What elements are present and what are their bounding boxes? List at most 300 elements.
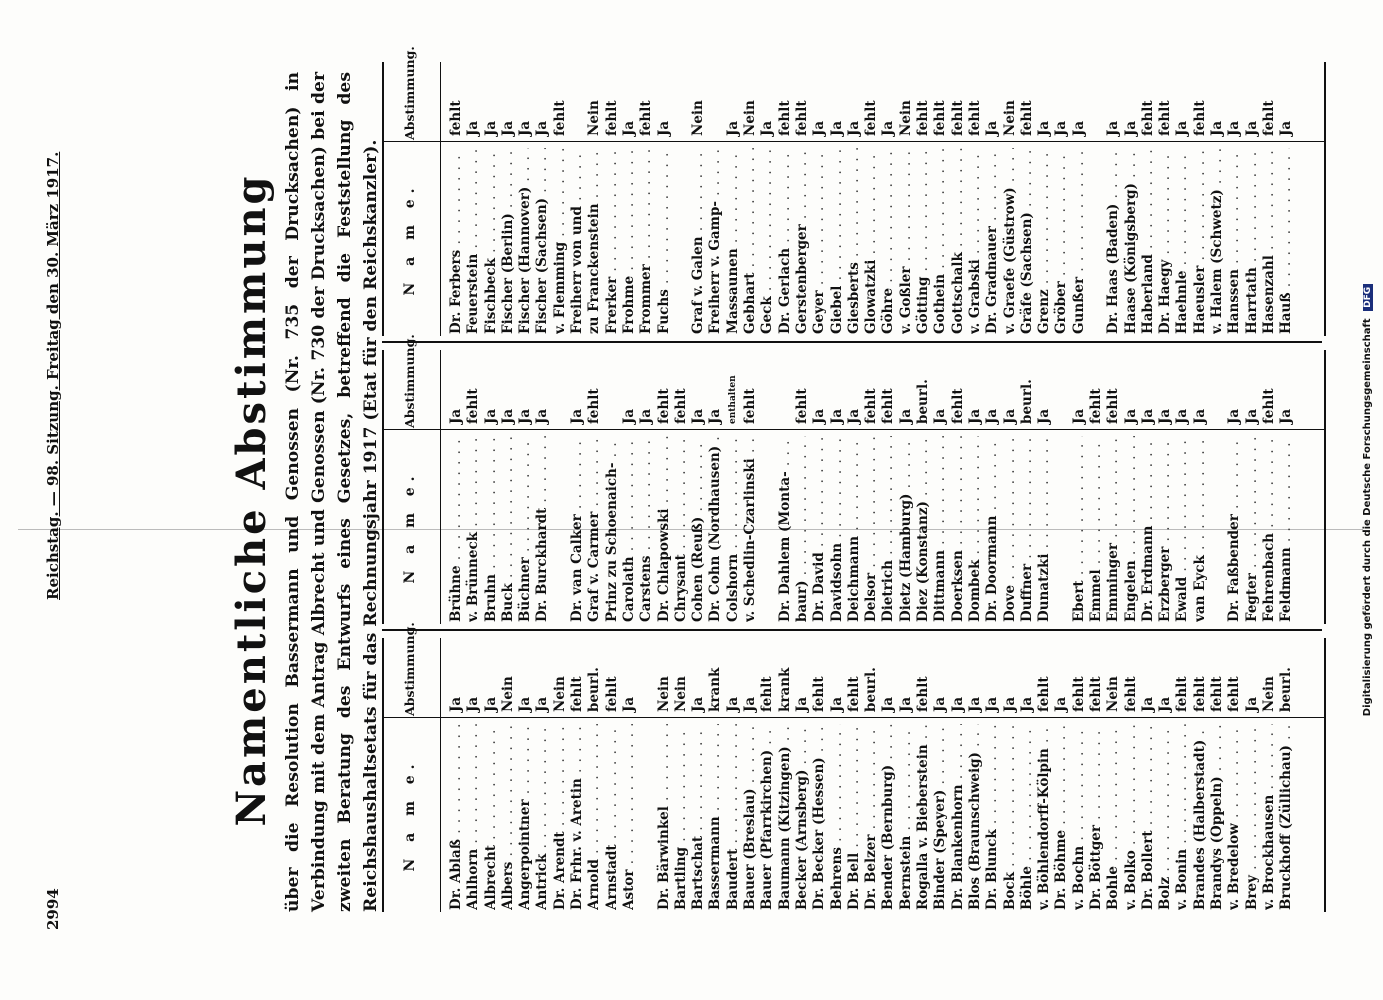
table-row: [950, 638, 967, 912]
vote-value: beurl.: [915, 379, 932, 424]
member-name: Dr. Bärwinkel . . .: [656, 724, 673, 910]
member-name: Brandes (Halberstadt) . . .: [1192, 724, 1209, 910]
member-name: Baumann (Kitzingen) . . .: [777, 724, 794, 910]
table-row: [1036, 638, 1053, 912]
table-row: [1261, 350, 1278, 624]
vote-value: Ja: [949, 696, 966, 712]
vote-value: fehlt: [1226, 676, 1243, 712]
vote-value: fehlt: [1260, 100, 1277, 136]
vote-value: krank: [707, 667, 724, 712]
vote-value: beurl.: [863, 667, 880, 712]
member-name: Antrick . . .: [534, 724, 551, 910]
table-row: [880, 62, 897, 336]
table-row: [829, 638, 846, 912]
table-row: [1036, 62, 1053, 336]
vote-value: fehlt: [793, 388, 810, 424]
table-row: [1123, 638, 1140, 912]
member-name: Albers . . .: [500, 724, 517, 910]
table-row: [915, 350, 932, 624]
table-row: [794, 350, 811, 624]
vote-value: fehlt: [1191, 676, 1208, 712]
vote-value: Ja: [1122, 120, 1139, 136]
page-title: Namentliche Abstimmung: [228, 173, 275, 827]
vote-value: Ja: [1226, 408, 1243, 424]
vote-header: Abstimmung.: [402, 334, 417, 428]
table-row: [465, 638, 482, 912]
vote-value: Ja: [690, 696, 707, 712]
table-row: [1053, 62, 1070, 336]
member-name: Dr. Doormann . . .: [984, 436, 1001, 622]
table-row: [483, 62, 500, 336]
vote-value: Ja: [724, 120, 741, 136]
vote-value: fehlt: [1209, 676, 1226, 712]
vote-value: Nein: [551, 676, 568, 712]
vote-value: beurl.: [586, 667, 603, 712]
vote-value: Ja: [655, 120, 672, 136]
member-name: v. Bonin . . .: [1174, 724, 1191, 910]
vote-value: Ja: [448, 696, 464, 712]
vote-value: Ja: [811, 120, 828, 136]
table-row: [604, 638, 621, 912]
member-name: Dr. Ferbers . . .: [448, 148, 465, 334]
table-row: [1244, 62, 1261, 336]
vote-value: Ja: [1174, 120, 1191, 136]
rows-container: [448, 638, 1296, 912]
table-row: [759, 638, 776, 912]
member-name: Frommer . . .: [638, 148, 655, 334]
vote-value: fehlt: [1087, 676, 1104, 712]
member-name: v. Böhlendorff-Kölpin . . .: [1036, 724, 1053, 910]
table-row: [604, 350, 621, 624]
table-row: [1019, 62, 1036, 336]
member-name: Gottschalk . . .: [950, 148, 967, 334]
table-row: [517, 62, 534, 336]
vote-value: fehlt: [845, 676, 862, 712]
table-row: [846, 62, 863, 336]
dfg-logo: DFG: [1363, 284, 1373, 311]
table-row: [690, 638, 707, 912]
vote-value: Ja: [1070, 408, 1087, 424]
table-row: [967, 638, 984, 912]
vote-value: fehlt: [1122, 676, 1139, 712]
vote-value: Ja: [897, 408, 914, 424]
vote-value: Ja: [1226, 120, 1243, 136]
vote-value: fehlt: [1070, 676, 1087, 712]
table-row: [604, 62, 621, 336]
member-name: Dr. Dahlem (Monta- . . .: [777, 436, 794, 622]
vote-value: Ja: [1139, 696, 1156, 712]
member-name: Hauß . . .: [1278, 148, 1295, 334]
member-name: Geyer . . .: [811, 148, 828, 334]
member-name: Dr. David . . .: [811, 436, 828, 622]
table-row: [569, 350, 586, 624]
member-name: Frohme . . .: [621, 148, 638, 334]
vote-value: fehlt: [1139, 100, 1156, 136]
vote-value: fehlt: [1018, 100, 1035, 136]
member-name: Buck . . .: [500, 436, 517, 622]
vote-value: Ja: [534, 696, 551, 712]
table-row: [1157, 62, 1174, 336]
table-row: [984, 638, 1001, 912]
vote-value: Nein: [742, 100, 759, 136]
table-row: [448, 638, 465, 912]
table-row: [725, 350, 742, 624]
table-row: [656, 350, 673, 624]
column-header: [384, 334, 441, 624]
table-row: [898, 638, 915, 912]
vote-value: fehlt: [1036, 676, 1053, 712]
table-row: [1105, 62, 1122, 336]
member-name: Gröber . . .: [1053, 148, 1070, 334]
vote-value: fehlt: [863, 100, 880, 136]
member-name: Astor . . .: [621, 724, 638, 910]
member-name: Dove . . .: [1002, 436, 1019, 622]
table-row: [483, 350, 500, 624]
vote-value: fehlt: [863, 388, 880, 424]
member-name: Dietz (Hamburg) . . .: [898, 436, 915, 622]
table-row: [1278, 638, 1295, 912]
member-name: Brandys (Oppeln) . . .: [1209, 724, 1226, 910]
member-name: Rogalla v. Bieberstein . . .: [915, 724, 932, 910]
vote-value: fehlt: [949, 100, 966, 136]
member-name: Graf v. Galen . . .: [690, 148, 707, 334]
vote-value: fehlt: [672, 388, 689, 424]
member-name: Doerksen . . .: [950, 436, 967, 622]
member-name: Albrecht . . .: [483, 724, 500, 910]
name-header: N a m e.: [402, 182, 418, 296]
table-row: [811, 638, 828, 912]
vote-value: fehlt: [586, 388, 603, 424]
vote-value: fehlt: [915, 676, 932, 712]
member-name: Götting . . .: [915, 148, 932, 334]
vote-value: Ja: [793, 696, 810, 712]
table-row: [742, 62, 759, 336]
member-name: Fischbeck . . .: [483, 148, 500, 334]
table-row: [1174, 638, 1191, 912]
table-row: [638, 638, 655, 912]
vote-value: Ja: [984, 408, 1001, 424]
table-row: [1053, 350, 1070, 624]
member-name: Brühne . . .: [448, 436, 465, 622]
member-name: Deichmann . . .: [846, 436, 863, 622]
name-header: N a m e.: [402, 470, 418, 584]
vote-value: beurl.: [1278, 667, 1295, 712]
vote-value: Ja: [984, 120, 1001, 136]
table-row: [932, 638, 949, 912]
member-name: Ewald . . .: [1174, 436, 1191, 622]
member-name: Freiherr v. Gamp- . . .: [707, 148, 724, 334]
member-name: v. Bolko . . .: [1123, 724, 1140, 910]
member-name: Dunatzki . . .: [1036, 436, 1053, 622]
vote-value: fehlt: [1087, 388, 1104, 424]
member-name: Dr. Böttger . . .: [1088, 724, 1105, 910]
member-name: Baudert . . .: [725, 724, 742, 910]
table-row: [552, 638, 569, 912]
table-row: [1088, 638, 1105, 912]
member-name: Brey . . .: [1244, 724, 1261, 910]
vote-value: Ja: [1278, 120, 1295, 136]
table-row: [1071, 62, 1088, 336]
table-row: [967, 62, 984, 336]
member-name: Davidsohn . . .: [829, 436, 846, 622]
member-name: Fischer (Hannover) . . .: [517, 148, 534, 334]
member-name: Arnstadt . . .: [604, 724, 621, 910]
page-header: [44, 60, 70, 930]
vote-value: Ja: [1070, 120, 1087, 136]
member-name: Göhre . . .: [880, 148, 897, 334]
vote-value: Ja: [1001, 696, 1018, 712]
member-name: Geck . . .: [759, 148, 776, 334]
vote-value: Nein: [1001, 100, 1018, 136]
vote-column-3: [382, 46, 1326, 336]
table-row: [777, 350, 794, 624]
vote-value: fehlt: [949, 388, 966, 424]
member-name: Bolz . . .: [1157, 724, 1174, 910]
member-name: Dr. Haas (Baden) . . .: [1105, 148, 1122, 334]
vote-value: fehlt: [915, 100, 932, 136]
table-row: [1244, 350, 1261, 624]
table-row: [915, 638, 932, 912]
table-row: [1105, 350, 1122, 624]
column-divider: [382, 341, 1322, 343]
member-name: Bruckhoff (Züllichau) . . .: [1278, 724, 1295, 910]
table-row: [1244, 638, 1261, 912]
table-row: [1278, 62, 1295, 336]
vote-column-2: [382, 334, 1326, 624]
table-row: [880, 350, 897, 624]
vote-value: Ja: [828, 120, 845, 136]
vote-value: Ja: [759, 120, 776, 136]
table-row: [1209, 62, 1226, 336]
member-name: Colshorn . . .: [725, 436, 742, 622]
member-name: Dr. Haegy . . .: [1157, 148, 1174, 334]
rows-container: [448, 62, 1296, 336]
table-row: [586, 638, 603, 912]
member-name: Bruhn . . .: [483, 436, 500, 622]
vote-value: Ja: [482, 696, 499, 712]
vote-value: Ja: [534, 120, 551, 136]
vote-value: fehlt: [776, 100, 793, 136]
member-name: Chrysant . . .: [673, 436, 690, 622]
member-name: Dr. Frhr. v. Aretin . . .: [569, 724, 586, 910]
member-name: baur) . . .: [794, 436, 811, 622]
vote-value: Ja: [638, 408, 655, 424]
member-name: Dr. Chlapowski . . .: [656, 436, 673, 622]
column-header: [384, 622, 441, 912]
table-row: [984, 350, 1001, 624]
member-name: Gebhart . . .: [742, 148, 759, 334]
vote-value: Nein: [499, 676, 516, 712]
table-row: [950, 62, 967, 336]
table-row: [552, 350, 569, 624]
vote-value: Ja: [845, 120, 862, 136]
vote-value: Ja: [897, 696, 914, 712]
vote-value: Ja: [724, 696, 741, 712]
vote-value: Nein: [655, 676, 672, 712]
table-row: [932, 350, 949, 624]
member-name: Dr. Ablaß . . .: [448, 724, 465, 910]
vote-value: Ja: [499, 408, 516, 424]
intro-text: über die Resolution Bassermann und Genossen (Nr. 735 der Drucksachen) in Verbindung mit dem Antrag Albrecht und Genossen (Nr. 730 der Drucksachen) bei der zweiten Beratung des Entwurfs eines Gesetzes, betreffend die Feststellung des Reichshaushaltsetats für das Rechnungsjahr 1917 (Etat für den Reichskanzler).: [283, 72, 381, 912]
vote-column-1: [382, 622, 1326, 912]
vote-value: Ja: [1278, 408, 1295, 424]
vote-value: fehlt: [603, 676, 620, 712]
table-row: [1192, 350, 1209, 624]
table-row: [448, 62, 465, 336]
vote-value: Ja: [845, 408, 862, 424]
table-row: [950, 350, 967, 624]
running-header: Reichstag. — 98. Sitzung. Freitag den 30. März 1917.: [44, 151, 62, 600]
table-row: [1123, 62, 1140, 336]
vote-value: fehlt: [448, 100, 464, 136]
member-name: Büchner . . .: [517, 436, 534, 622]
page-number: 2994: [44, 888, 62, 930]
table-row: [1002, 350, 1019, 624]
member-name: Dr. Böhme . . .: [1053, 724, 1070, 910]
member-name: Frerker . . .: [604, 148, 621, 334]
vote-value: Ja: [1243, 408, 1260, 424]
table-row: [586, 350, 603, 624]
table-row: [500, 638, 517, 912]
member-name: Emminger . . .: [1105, 436, 1122, 622]
member-name: Dr. Blunck . . .: [984, 724, 1001, 910]
vote-value: Ja: [932, 696, 949, 712]
vote-value: Nein: [672, 676, 689, 712]
member-name: Fehrenbach . . .: [1261, 436, 1278, 622]
member-name: Bohle . . .: [1105, 724, 1122, 910]
member-name: Graf v. Carmer . . .: [586, 436, 603, 622]
table-row: [967, 350, 984, 624]
member-name: Haehnle . . .: [1174, 148, 1191, 334]
table-row: [534, 638, 551, 912]
vote-value: fehlt: [1260, 388, 1277, 424]
table-row: [638, 62, 655, 336]
member-name: Bender (Bernburg) . . .: [880, 724, 897, 910]
table-row: [863, 62, 880, 336]
column-header: [384, 46, 441, 336]
member-name: Behrens . . .: [829, 724, 846, 910]
table-row: [1002, 62, 1019, 336]
table-row: [707, 638, 724, 912]
vote-value: Ja: [1053, 120, 1070, 136]
table-row: [1157, 350, 1174, 624]
table-row: [1140, 638, 1157, 912]
vote-value: Ja: [1036, 408, 1053, 424]
member-name: v. Flemming . . .: [552, 148, 569, 334]
table-row: [777, 638, 794, 912]
vote-value: Ja: [880, 696, 897, 712]
member-name: Becker (Arnsberg) . . .: [794, 724, 811, 910]
vote-value: Ja: [1157, 696, 1174, 712]
member-name: Blos (Braunschweig) . . .: [967, 724, 984, 910]
table-row: [500, 350, 517, 624]
member-name: Cohen (Reuß) . . .: [690, 436, 707, 622]
vote-table: [382, 46, 1322, 912]
table-row: [759, 62, 776, 336]
vote-value: fehlt: [1105, 388, 1122, 424]
member-name: Bauer (Breslau) . . .: [742, 724, 759, 910]
member-name: Fuchs . . .: [656, 148, 673, 334]
table-row: [811, 350, 828, 624]
member-name: Böhle . . .: [1019, 724, 1036, 910]
table-row: [829, 62, 846, 336]
vote-value: fehlt: [655, 388, 672, 424]
member-name: Glowatzki . . .: [863, 148, 880, 334]
member-name: Carolath . . .: [621, 436, 638, 622]
member-name: v. Brockhausen . . .: [1261, 724, 1278, 910]
member-name: Bartling . . .: [673, 724, 690, 910]
vote-value: Ja: [966, 408, 983, 424]
table-row: [915, 62, 932, 336]
table-row: [707, 62, 724, 336]
vote-value: Ja: [966, 696, 983, 712]
table-row: [1174, 62, 1191, 336]
table-row: [534, 62, 551, 336]
vote-value: Ja: [880, 120, 897, 136]
member-name: v. Bochn . . .: [1071, 724, 1088, 910]
vote-value: Ja: [1191, 408, 1208, 424]
table-row: [1053, 638, 1070, 912]
member-name: Diez (Konstanz) . . .: [915, 436, 932, 622]
vote-value: fehlt: [811, 676, 828, 712]
member-name: Ebert . . .: [1071, 436, 1088, 622]
rows-container: [448, 350, 1296, 624]
table-row: [1157, 638, 1174, 912]
table-row: [448, 350, 465, 624]
member-name: Gräfe (Sachsen) . . .: [1019, 148, 1036, 334]
member-name: Gerstenberger . . .: [794, 148, 811, 334]
member-name: Bock . . .: [1002, 724, 1019, 910]
vote-value: Ja: [620, 120, 637, 136]
vote-value: Ja: [1018, 696, 1035, 712]
vote-value: Ja: [1053, 696, 1070, 712]
vote-value: fehlt: [1174, 676, 1191, 712]
digitization-credit: [1362, 0, 1373, 1000]
vote-value: Nein: [690, 100, 707, 136]
member-name: Engelen . . .: [1123, 436, 1140, 622]
vote-value: Ja: [828, 408, 845, 424]
vote-value: enthalten: [727, 375, 738, 424]
vote-value: Ja: [984, 696, 1001, 712]
member-name: Gothein . . .: [932, 148, 949, 334]
vote-value: Ja: [620, 696, 637, 712]
vote-value: Nein: [586, 100, 603, 136]
vote-value: Nein: [897, 100, 914, 136]
table-row: [742, 638, 759, 912]
table-row: [621, 350, 638, 624]
vote-value: Ja: [448, 408, 464, 424]
vote-value: Ja: [465, 120, 482, 136]
table-row: [1088, 350, 1105, 624]
table-row: [846, 350, 863, 624]
table-row: [1140, 350, 1157, 624]
vote-value: fehlt: [742, 388, 759, 424]
table-row: [1226, 350, 1243, 624]
table-row: [1261, 62, 1278, 336]
member-name: Dr. Gradnauer . . .: [984, 148, 1001, 334]
table-row: [465, 350, 482, 624]
member-name: Erzberger . . .: [1157, 436, 1174, 622]
vote-value: Ja: [1243, 120, 1260, 136]
table-row: [880, 638, 897, 912]
vote-value: Ja: [517, 120, 534, 136]
table-row: [552, 62, 569, 336]
member-name: Ahlhorn . . .: [465, 724, 482, 910]
table-row: [517, 638, 534, 912]
member-name: Hanssen . . .: [1226, 148, 1243, 334]
member-name: Feuerstein . . .: [465, 148, 482, 334]
table-row: [517, 350, 534, 624]
